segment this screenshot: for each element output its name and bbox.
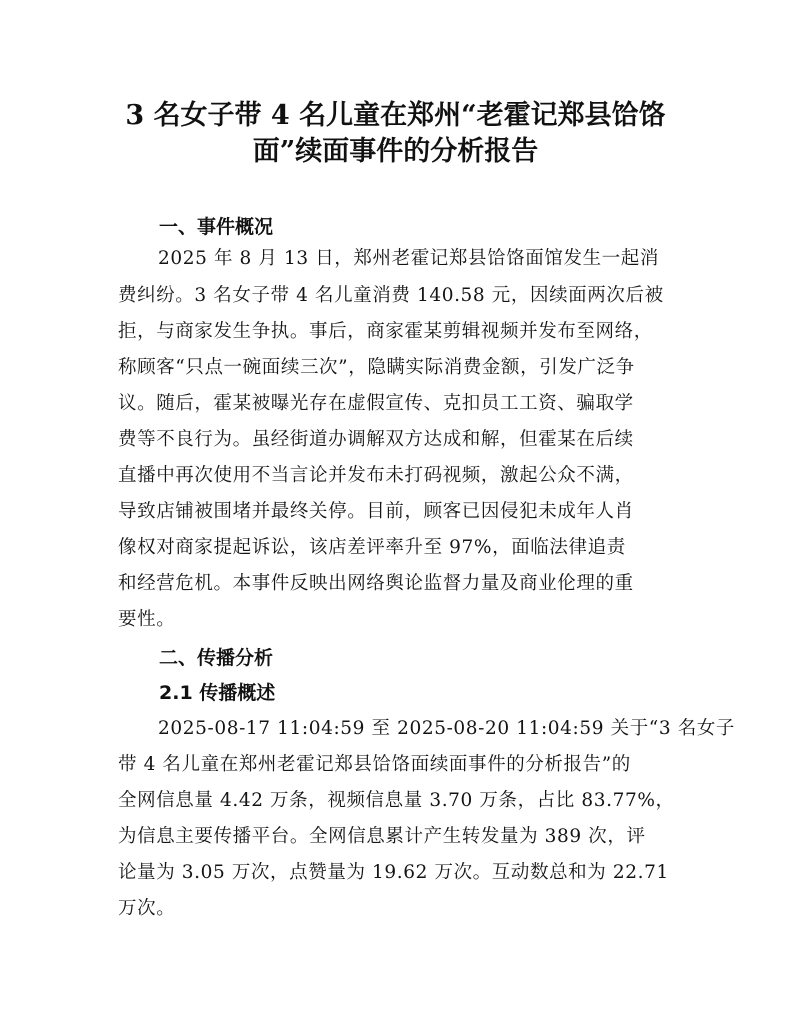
paragraph-line: 全网信息量 4.42 万条，视频信息量 3.70 万条，占比 83.77%， bbox=[118, 790, 675, 811]
section-heading-overview: 一、事件概况 bbox=[159, 216, 274, 238]
paragraph-line: 像权对商家提起诉讼，该店差评率升至 97%，面临法律追责 bbox=[118, 537, 626, 558]
paragraph-line: 2025-08-17 11:04:59 至 2025-08-20 11:04:59 关于“3 名女子 bbox=[158, 718, 736, 739]
section-heading-propagation: 二、传播分析 bbox=[159, 647, 274, 669]
paragraph-line: 直播中再次使用不当言论并发布未打码视频，激起公众不满， bbox=[118, 465, 634, 486]
paragraph-line: 议。随后，霍某被曝光存在虚假宣传、克扣员工工资、骗取学 bbox=[118, 393, 634, 414]
paragraph-line: 2025 年 8 月 13 日，郑州老霍记郑县饸饹面馆发生一起消 bbox=[158, 248, 659, 269]
paragraph-line: 万次。 bbox=[118, 898, 176, 919]
paragraph-line: 费等不良行为。虽经街道办调解双方达成和解，但霍某在后续 bbox=[118, 429, 634, 450]
paragraph-line: 要性。 bbox=[118, 609, 176, 630]
document-title-line-1: 3 名女子带 4 名儿童在郑州“老霍记郑县饸饹 bbox=[125, 100, 666, 131]
paragraph-line: 为信息主要传播平台。全网信息累计产生转发量为 389 次，评 bbox=[118, 826, 646, 847]
paragraph-line: 和经营危机。本事件反映出网络舆论监督力量及商业伦理的重 bbox=[118, 573, 634, 594]
paragraph-line: 导致店铺被围堵并最终关停。目前，顾客已因侵犯未成年人肖 bbox=[118, 501, 634, 522]
subsection-heading-overview: 2.1 传播概述 bbox=[159, 682, 276, 704]
paragraph-line: 带 4 名儿童在郑州老霍记郑县饸饹面续面事件的分析报告”的 bbox=[118, 754, 631, 775]
paragraph-line: 称顾客“只点一碗面续三次”，隐瞒实际消费金额，引发广泛争 bbox=[118, 357, 635, 378]
document-title-line-2: 面”续面事件的分析报告 bbox=[252, 136, 539, 167]
paragraph-line: 论量为 3.05 万次，点赞量为 19.62 万次。互动数总和为 22.71 bbox=[118, 862, 669, 883]
paragraph-line: 费纠纷。3 名女子带 4 名儿童消费 140.58 元，因续面两次后被 bbox=[118, 285, 664, 306]
paragraph-line: 拒，与商家发生争执。事后，商家霍某剪辑视频并发布至网络， bbox=[118, 321, 653, 342]
